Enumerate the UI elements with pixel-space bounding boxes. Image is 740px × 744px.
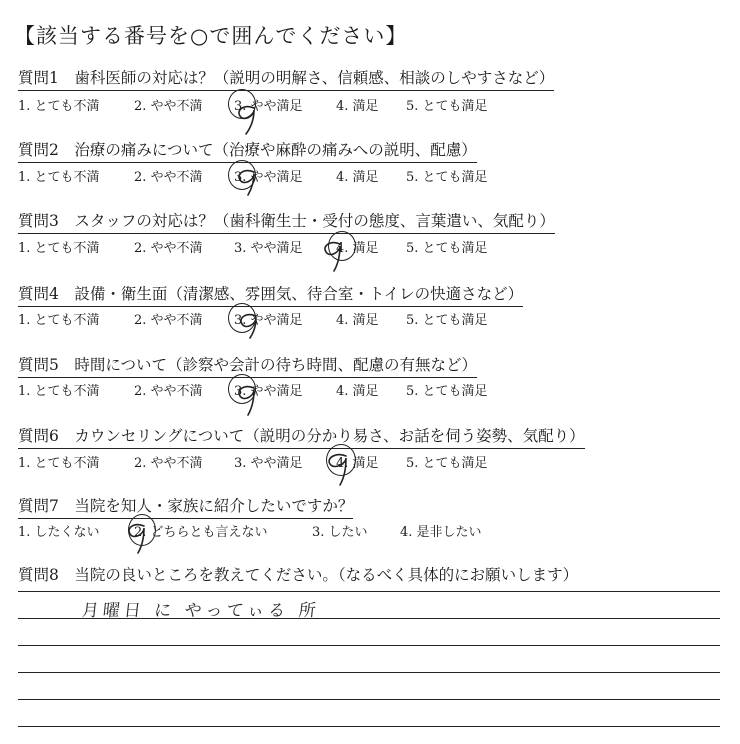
answer-line-6: [18, 726, 720, 727]
q5-option-2[interactable]: 2. やや不満: [134, 384, 203, 399]
q4-option-1[interactable]: 1. とても不満: [18, 313, 100, 328]
q6-option-4[interactable]: 4. 満足: [336, 456, 379, 471]
question-5-title: 質問5 時間について（診察や会計の待ち時間、配慮の有無など）: [18, 353, 477, 378]
q1-option-2[interactable]: 2. やや不満: [134, 99, 203, 114]
question-2-title: 質問2 治療の痛みについて（治療や麻酔の痛みへの説明、配慮）: [18, 138, 477, 163]
q6-option-1[interactable]: 1. とても不満: [18, 456, 100, 471]
q3-option-5[interactable]: 5. とても満足: [406, 241, 488, 256]
q4-option-4[interactable]: 4. 満足: [336, 313, 379, 328]
q2-option-2[interactable]: 2. やや不満: [134, 170, 203, 185]
q2-option-3[interactable]: 3. やや満足: [234, 170, 303, 185]
q5-option-1[interactable]: 1. とても不満: [18, 384, 100, 399]
q3-option-4[interactable]: 4. 満足: [336, 241, 379, 256]
q6-option-3[interactable]: 3. やや満足: [234, 456, 303, 471]
q1-option-5[interactable]: 5. とても満足: [406, 99, 488, 114]
q3-option-3[interactable]: 3. やや満足: [234, 241, 303, 256]
q3-option-1[interactable]: 1. とても不満: [18, 241, 100, 256]
q4-option-3[interactable]: 3. やや満足: [234, 313, 303, 328]
q3-option-2[interactable]: 2. やや不満: [134, 241, 203, 256]
q2-option-5[interactable]: 5. とても満足: [406, 170, 488, 185]
q1-option-4[interactable]: 4. 満足: [336, 99, 379, 114]
q5-option-4[interactable]: 4. 満足: [336, 384, 379, 399]
q6-option-5[interactable]: 5. とても満足: [406, 456, 488, 471]
q7-option-3[interactable]: 3. したい: [312, 525, 368, 540]
answer-line-4: [18, 672, 720, 673]
question-8-title: 質問8 当院の良いところを教えてください。（なるべく具体的にお願いします）: [18, 566, 579, 584]
question-6-title: 質問6 カウンセリングについて（説明の分かり易さ、お話を伺う姿勢、気配り）: [18, 424, 585, 449]
answer-line-5: [18, 699, 720, 700]
q2-option-1[interactable]: 1. とても不満: [18, 170, 100, 185]
q6-option-2[interactable]: 2. やや不満: [134, 456, 203, 471]
question-7-title: 質問7 当院を知人・家族に紹介したいですか？: [18, 494, 353, 519]
q5-option-3[interactable]: 3. やや満足: [234, 384, 303, 399]
question-1-title: 質問1 歯科医師の対応は？（説明の明解さ、信頼感、相談のしやすさなど）: [18, 66, 554, 91]
q1-option-1[interactable]: 1. とても不満: [18, 99, 100, 114]
q5-option-5[interactable]: 5. とても満足: [406, 384, 488, 399]
q1-option-3[interactable]: 3. やや満足: [234, 99, 303, 114]
q7-option-4[interactable]: 4. 是非したい: [400, 525, 482, 540]
q4-option-2[interactable]: 2. やや不満: [134, 313, 203, 328]
q8-handwritten-answer[interactable]: 月曜日 に やってぃる 所: [80, 601, 321, 621]
question-3-title: 質問3 スタッフの対応は？（歯科衛生士・受付の態度、言葉遣い、気配り）: [18, 209, 555, 234]
question-4-title: 質問4 設備・衛生面（清潔感、雰囲気、待合室・トイレの快適さなど）: [18, 282, 523, 307]
answer-line-3: [18, 645, 720, 646]
q7-option-1[interactable]: 1. したくない: [18, 525, 100, 540]
q4-option-5[interactable]: 5. とても満足: [406, 313, 488, 328]
survey-title: 【該当する番号を○で囲んでください】: [14, 24, 408, 48]
q2-option-4[interactable]: 4. 満足: [336, 170, 379, 185]
q7-option-2[interactable]: 2. どちらとも言えない: [134, 525, 268, 540]
answer-line-1: [18, 591, 720, 592]
